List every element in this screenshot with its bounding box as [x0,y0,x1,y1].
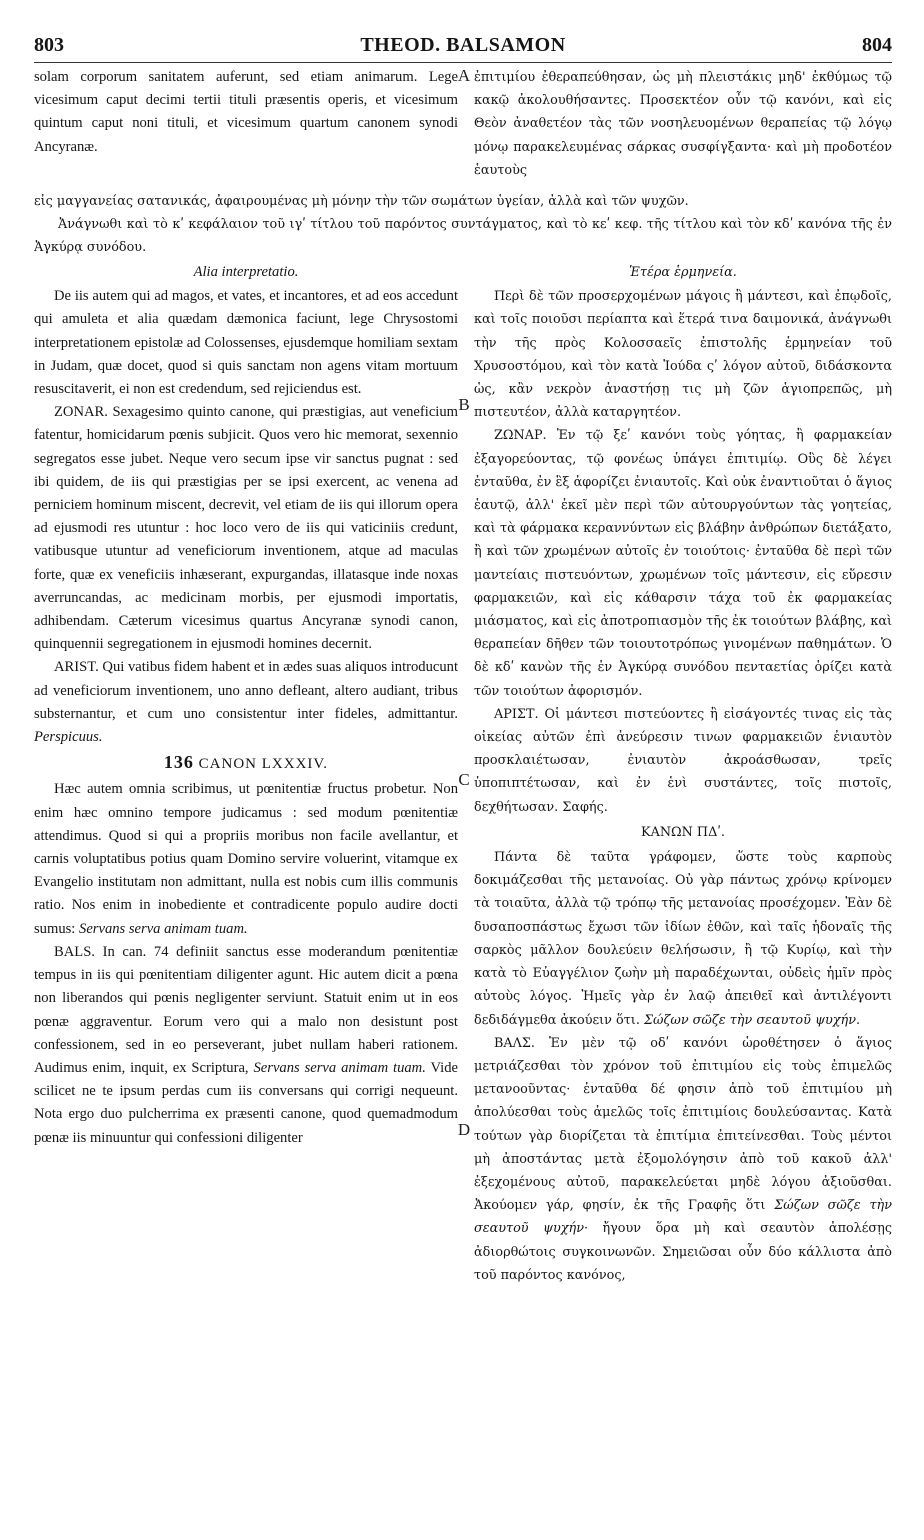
latin-arist: ARIST. Qui vatibus fidem habent et in ædes suas aliquos introducunt ad veneficiorum inventionem, uno anno defleant, altero audiant, tribus substernantur, et cum uno consistentur inter fideles, admittantur. Perspicuus. [34,659,458,746]
latin-canon-heading: 136 CANON LXXXIV. [163,752,329,773]
hetera-heading: Ἑτέρα ἑρμηνεία. [629,265,737,280]
running-header [34,34,892,60]
greek-bals: ΒΑΛΣ. Ἐν μὲν τῷ οδʹ κανόνι ὡροθέτησεν ὁ ἅγιος μετριάζεσθαι τὸν χρόνον τοῦ ἐπιτιμίου εἰς τοὺς ἐπιμελῶς μετανοοῦντας· ἐνταῦθα δέ φησιν ἀπὸ τοῦ ἐπιτιμίου μὴ ἀπολύεσθαι τοὺς ἀμελῶς τοῖς ἐπιτιμίοις δουλεύσαντας. Κατὰ τούτων γὰρ διορίζεται τὰ ἐπιτίμια ἐπιτείνεσθαι. Τοὺς μέντοι μὴ ἀποστάντας μετὰ ἐξομολόγησιν ἀπὸ τοῦ κακοῦ ἀλλ' ἐξεχομένους αὐτοῦ, παρακελεύεται μηδὲ λόγου ἀξιοῦσθαι. Ἀκούομεν γάρ, φησίν, ἐκ τῆς Γραφῆς ὅτι Σώζων σῶζε τὴν σεαυτοῦ ψυχήν· ἤγουν ὅρα μὴ καὶ σεαυτὸν ἀπολέσῃς ἀδιορθώτοις συγκοινωνῶν. Σημειῶσαι οὖν δύο κάλλιστα ἀπὸ τοῦ παρόντος κανόνος, [474,1035,892,1283]
latin-zonar: ZONAR. Sexagesimo quinto canone, qui præstigias, aut veneficium fatentur, homicidarum pœnis subjicit. Quos vero hic memorat, sexennio segregatos esse jubet. Neque vero secum ipse vir sanctus pugnat : sed ibi quidem, de iis qui præstigias per se ipsi exercent, ac venena ad perniciem hominum miscent, decrevit, vel etiam de iis qui illorum opera ad ejusmodi res utuntur : hoc loco vero de iis qui vaticiniis credunt, vatibusque utuntur ad veneficiorum inventionem, atque ad maculas forte, quæ ex veneficiis inhæserant, expurgandas, illatasque inde noxas averruncandas, ac medicinam morbis, per ejusmodi importatis, adhibendam. Cæterum vicesimus quartus Ancyranæ synodi canon, quinquennii segregationem in ejusmodi homines decernit. [34,404,458,653]
alia-heading: Alia interpretatio. [193,264,299,280]
greek-canon-text: Πάντα δὲ ταῦτα γράφομεν, ὥστε τοὺς καρποὺς δοκιμάζεσθαι τῆς μετανοίας. Οὐ γὰρ πάντως χρόνῳ κρίνομεν τὰ τοιαῦτα, ἀλλὰ τῷ τρόπῳ τῆς μετανοίας προσέχομεν. Ἐὰν δὲ δυσαποσπάστως ἔχωσι τῶν ἰδίων ἐθῶν, καὶ ταῖς ἡδοναῖς τῆς σαρκὸς μᾶλλον δουλεύειν θελήσωσιν, ἢ τῷ Κυρίῳ, καὶ τὴν κατὰ τὸ Εὐαγγέλιον ζωὴν μὴ παραδέχωνται, οὐδεὶς ἡμῖν πρὸς αὐτοὺς λόγος. Ἡμεῖς γὰρ ἐν λαῷ ἀπειθεῖ καὶ ἀντιλέγοντι δεδιδάγμεθα ἀκούειν ὅτι. Σώζων σῶζε τὴν σεαυτοῦ ψυχήν. [474,850,892,1028]
latin-canon-text: Hæc autem omnia scribimus, ut pœnitentiæ fructus probetur. Non enim hæc omnino tempore judicamus : sed modum pœnitentiæ attendimus. Quod si qui a propriis moribus non facile avellantur, et carnis voluptatibus potius quam Domino servire voluerint, vitamque ex Evangelio institutam non admittant, nulla est nobis cum illis communis ratio. Nos enim in inobediente et contradicente populo audire docti sumus: Servans serva animam tuam. [34,781,458,937]
header-rule [34,62,892,63]
alia-text: De iis autem qui ad magos, et vates, et incantores, et ad eos accedunt qui amuleta et alia quædam dæmonica faciunt, lege Chrysostomi interpretationem epistolæ ad Colossenses, ejusdemque homiliam sextam in Judam, quæ docet, quod si quis sanctam non agens vitam mortuum resuscitaverit, ei non est credendum, sed rejiciendus est. [34,288,458,398]
latin-column [34,260,458,1150]
latin-top-paragraph: solam corporum sanitatem auferunt, sed etiam animarum. Lege vicesimum caput decimi tertii tituli præsentis operis, et vicesimum quintum caput noni tituli, et vicesimum quartum canonem synodi Ancyranæ. [34,69,458,155]
margin-letter-a: A [457,66,471,85]
latin-bals: BALS. In can. 74 definiit sanctus esse moderandum pœnitentiæ tempus in iis qui pœnitentiam diligenter agunt. Hic autem dicit a pœna non liberandos qui pœnis negligenter serviunt. Statuit enim ut in eos pœnæ aggraventur. Eorum vero qui a malo non desistunt post confessionem, sed in eo perseverant, jubet nullam haberi rationem. Audimus enim, inquit, ex Scriptura, Servans serva animam tuam. Vide scilicet ne te ipsum perdas cum iis conversans qui corrigi nequeunt. Nota ergo duo pulcherrima ex præsenti canone, quod quemadmodum pœnæ iis minuuntur qui confessioni diligenter [34,943,458,1146]
greek-zonar: ΖΩΝΑΡ. Ἐν τῷ ξεʹ κανόνι τοὺς γόητας, ἢ φαρμακείαν ἐξαγορεύοντας, τῷ φονέως ὑπάγει ἐπιτιμίῳ. Οὓς δὲ λέγει ἐνταῦθα, ἐν ἓξ ἀφορίζει ἐνιαυτοῖς. Καὶ οὐκ ἐναντιοῦται ὁ ἅγιος ἑαυτῷ, ἀλλ' ἐκεῖ μὲν περὶ τῶν αὐτουργούντων τὰς γοητείας, καὶ τὰ φάρμακα κεραννύντων εἰς βλάβην ἀνθρώπων διετάξατο, ἢ καὶ τῶν χρωμένων αὐτοῖς ἐν τοιούτοις· ἐνταῦθα δὲ περὶ τῶν μαντείαις πιστευόντων, χρωμένων τοῖς μάντεσιν, εἰς εὕρεσιν φαρμακειῶν, καὶ εἰς κάθαρσιν τάχα τοῦ ἐκ φαρμακείας μιάσματος, καὶ εἰς ἀποτροπιασμὸν τῆς ἐκ τοιούτων βλάβης, καὶ θεραπείαν δῆθεν τῶν τοιουτοτρόπως γινομένων παθημάτων. Ὁ δὲ κδʹ κανὼν τῆς ἐν Ἀγκύρᾳ συνόδου πενταετίας ὁρίζει κατὰ τῶν τοιούτων ἀφορισμόν. [474,428,892,699]
margin-letter-b: B [458,395,470,414]
page-number-left: 803 [34,34,64,56]
full-line-2: Ἀνάγνωθι καὶ τὸ κʹ κεφάλαιον τοῦ ιγʹ τίτλου τοῦ παρόντος συντάγματος, καὶ τὸ κεʹ κεφ. τῆς τίτλου καὶ τὸν κδʹ κανόνα τῆς ἐν Ἀγκύρᾳ συνόδου. [34,217,892,256]
margin-letter-d: D [457,1120,471,1139]
full-width-greek [34,190,892,260]
page-number-right: 804 [862,34,892,56]
greek-top-paragraph: ἐπιτιμίου ἐθεραπεύθησαν, ὡς μὴ πλειστάκις μηδ' ἐκθύμως τῷ κακῷ ἀκολουθήσαντες. Προσεκτέον οὖν τῷ κανόνι, καὶ εἰς Θεὸν ἀναθετέον τὰς τῶν νοσηλευομένων θεραπείας τῷ λόγῳ μόνῳ παρακελευμένας σάρκας συσφίγξαντα· καὶ μὴ προδοτέον ἑαυτοὺς [474,70,892,178]
full-line-1: εἰς μαγγανείας σατανικάς, ἀφαιρουμένας μὴ μόνην τὴν τῶν σωμάτων ὑγείαν, ἀλλὰ καὶ τῶν ψυχῶν. [34,194,689,209]
margin-letter-c: C [458,770,470,789]
greek-arist: ΑΡΙΣΤ. Οἱ μάντεσι πιστεύοντες ἢ εἰσάγοντές τινας εἰς τὰς οἰκείας αὐτῶν ἐπὶ ἀνεύρεσιν τινων φαρμακειῶν ἐνιαυτὸν προσκλαιέτωσαν, ἐνιαυτὸν ἀκροάσθωσαν, τρεῖς ὑποπιπτέτωσαν, καὶ ἐν ἑνὶ συστάντες, τοῖς πιστοῖς, δεχθήτωσαν. Σαφής. [474,706,892,815]
greek-canon-heading: ΚΑΝΩΝ ΠΔʹ. [641,824,725,840]
running-title: THEOD. BALSAMON [360,34,566,56]
greek-column [474,260,892,1287]
hetera-text: Περὶ δὲ τῶν προσερχομένων μάγοις ἢ μάντεσι, καὶ ἐπῳδοῖς, καὶ τοῖς ποιοῦσι περίαπτα καὶ ἕτερά τινα δαιμονικά, ἀνάγνωθι τὴν τῆς πρὸς Κολοσσαεῖς ἐπιστολῆς ἑρμηνείαν τοῦ Χρυσοστόμου, καὶ τὸν κατὰ Ἰούδα ςʹ λόγον αὐτοῦ, διδάσκοντα ὡς, κἂν νεκρὸν ἀναστήσῃ τις μὴ ζῶν ἁγιοπρεπῶς, μὴ πιστευτέον, ἀλλὰ καταργητέον. [474,289,892,421]
